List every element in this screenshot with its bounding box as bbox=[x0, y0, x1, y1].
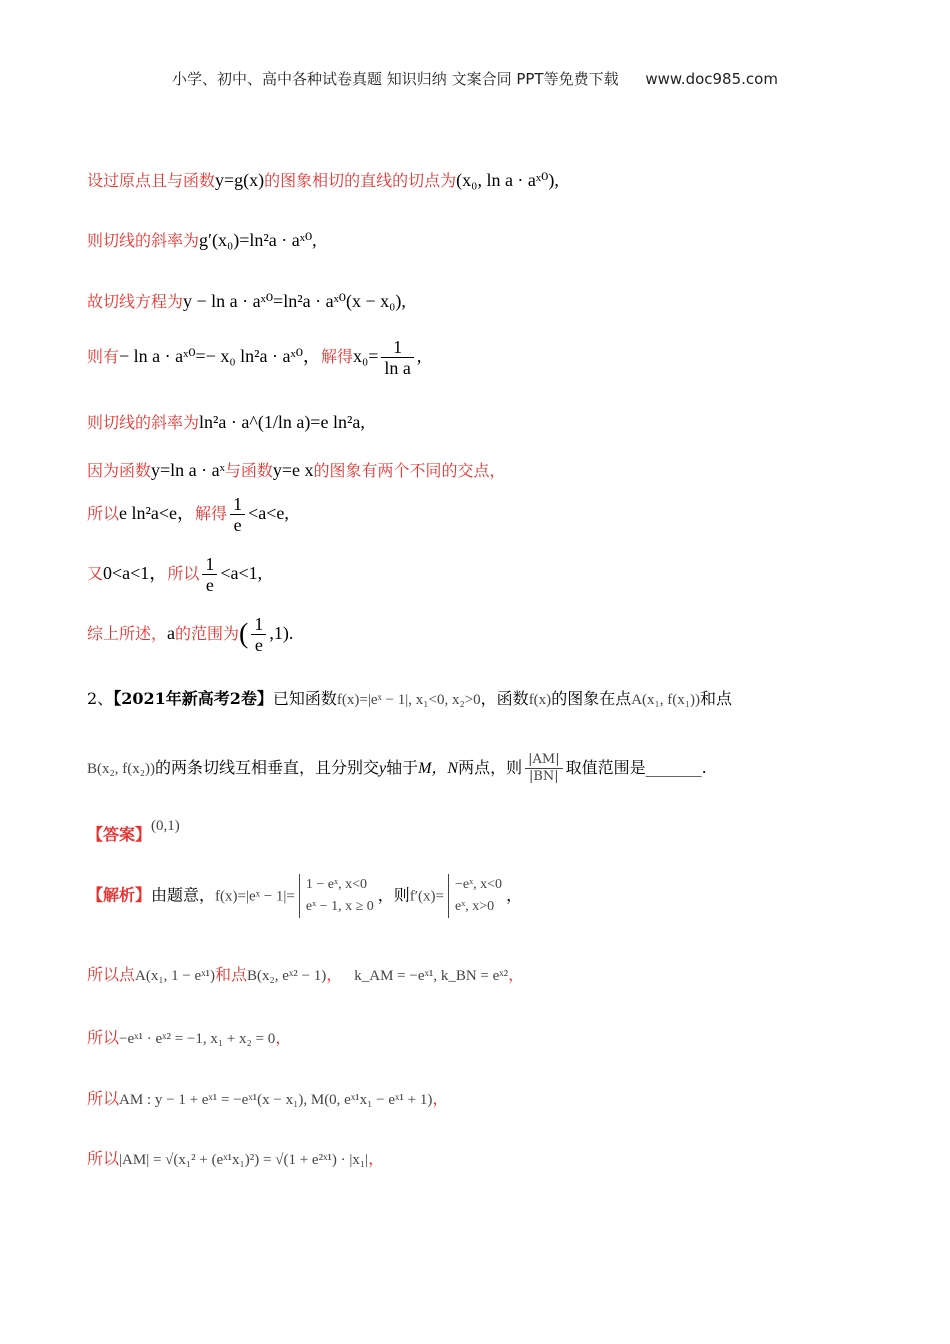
text: 和点 bbox=[215, 965, 248, 984]
math: f(x)=|eˣ − 1|= bbox=[215, 888, 295, 905]
text: 综上所述， bbox=[87, 624, 168, 643]
math: f(x)=|eˣ − 1|, x₁<0, x₂>0 bbox=[336, 692, 481, 708]
math: B(x₂, f(x₂)) bbox=[87, 761, 155, 777]
text: 两点，则 bbox=[458, 758, 523, 777]
math: (x₀, ln a · aˣ⁰), bbox=[456, 170, 559, 190]
fraction: $\frac{1}{e}$ bbox=[230, 494, 245, 535]
text: 则切线的斜率为 bbox=[87, 231, 200, 250]
problem-2-line-2 bbox=[87, 752, 707, 785]
analysis-line-2 bbox=[87, 962, 524, 985]
text: ， bbox=[275, 1028, 292, 1047]
text: 所以 bbox=[87, 1028, 120, 1047]
problem-source: 【2021年新高考2卷】 bbox=[113, 689, 273, 708]
math: f′(x)= bbox=[409, 888, 444, 905]
solution-line-7 bbox=[87, 494, 289, 535]
analysis-line-4 bbox=[87, 1086, 448, 1109]
math: g′(x₀)=ln²a · aˣ⁰, bbox=[199, 230, 317, 250]
fraction: $\frac{1}{e}$ bbox=[251, 614, 266, 655]
analysis-label: 【解析】 bbox=[87, 885, 152, 905]
text: 所以 bbox=[87, 1149, 120, 1168]
text: 的两条切线互相垂直，且分别交 bbox=[154, 758, 379, 777]
fraction: $\frac{1}{e}$ bbox=[202, 554, 217, 595]
solution-line-9 bbox=[87, 614, 293, 655]
text: 则切线的斜率为 bbox=[87, 413, 200, 432]
solution-line-4 bbox=[87, 337, 421, 378]
text: 解得 bbox=[195, 504, 228, 523]
text: 设过原点且与函数 bbox=[87, 171, 216, 190]
math: ,1). bbox=[269, 623, 294, 643]
text: 的范围为 bbox=[175, 624, 240, 643]
math: a bbox=[167, 623, 176, 643]
solution-line-1 bbox=[87, 168, 559, 191]
piecewise-brace: 1 − eˣ, x<0 eˣ − 1, x ≥ 0 bbox=[299, 874, 374, 918]
text: 所以点 bbox=[87, 965, 136, 984]
text: 所以 bbox=[87, 504, 120, 523]
fraction: $\frac{|AM|}{|BN|}$ bbox=[525, 752, 562, 785]
math: y − ln a · aˣ⁰=ln²a · aˣ⁰(x − x₀), bbox=[183, 291, 406, 311]
text: ， bbox=[326, 965, 343, 984]
text: 故切线方程为 bbox=[87, 292, 184, 311]
analysis-line-5 bbox=[87, 1146, 384, 1169]
text: 因为函数 bbox=[87, 461, 152, 480]
text: 所以 bbox=[87, 1089, 120, 1108]
solution-line-3 bbox=[87, 289, 406, 312]
text: 则有 bbox=[87, 347, 120, 366]
math: − ln a · aˣ⁰=− x₀ ln²a · aˣ⁰， bbox=[119, 346, 321, 366]
math: 0<a<1， bbox=[103, 563, 168, 583]
solution-line-2 bbox=[87, 228, 317, 251]
header-text: 小学、初中、高中各种试卷真题 知识归纳 文案合同 PPT等免费下载 bbox=[172, 70, 619, 88]
math: f(x) bbox=[528, 692, 552, 708]
math: e ln²a<e， bbox=[119, 503, 196, 523]
text: 的图象相切的直线的切点为 bbox=[264, 171, 457, 190]
math: k_AM = −eˣ¹, k_BN = eˣ² bbox=[354, 968, 509, 984]
text: 和点 bbox=[699, 689, 732, 708]
text: 的图象有两个不同的交点， bbox=[313, 461, 506, 480]
text: ，则 bbox=[377, 885, 410, 905]
math: |AM| = √(x₁² + (eˣ¹x₁)²) = √(1 + e²ˣ¹) · |x₁| bbox=[119, 1152, 369, 1168]
text: ， bbox=[508, 965, 525, 984]
math: −eˣ¹ · eˣ² = −1, x₁ + x₂ = 0 bbox=[119, 1031, 276, 1047]
math: ln²a · a^(1/ln a)=e ln²a, bbox=[199, 412, 365, 432]
text: 解得 bbox=[320, 347, 353, 366]
math: A(x₁, f(x₁)) bbox=[631, 692, 700, 708]
math: y bbox=[378, 760, 387, 777]
math: M，N bbox=[418, 760, 459, 777]
answer-line bbox=[87, 818, 180, 845]
text: 已知函数 bbox=[272, 689, 337, 708]
solution-line-6 bbox=[87, 458, 506, 481]
text: ， bbox=[506, 885, 523, 905]
text: 所以 bbox=[167, 564, 200, 583]
fraction: $\frac{1}{\text{ln a}}$ bbox=[381, 337, 414, 378]
math: y=ln a · aˣ bbox=[151, 460, 225, 480]
piecewise-brace: −eˣ, x<0 eˣ, x>0 bbox=[448, 874, 502, 918]
text: ， bbox=[368, 1149, 385, 1168]
math: y=g(x) bbox=[215, 170, 265, 190]
analysis-line-1 bbox=[87, 874, 522, 918]
text: 轴于 bbox=[386, 758, 419, 777]
problem-number: 2、 bbox=[87, 689, 114, 708]
text: 由题意， bbox=[151, 885, 216, 905]
text: ，函数 bbox=[480, 689, 529, 708]
math: A(x₁, 1 − eˣ¹) bbox=[135, 968, 216, 984]
math: x₀= bbox=[352, 346, 379, 366]
math: AM : y − 1 + eˣ¹ = −eˣ¹(x − x₁), M(0, eˣ¹x₁ − eˣ¹ + 1) bbox=[119, 1092, 433, 1108]
math: ( bbox=[239, 618, 249, 650]
math: <a<1, bbox=[220, 563, 263, 583]
text: ， bbox=[432, 1089, 449, 1108]
header-url[interactable]: www.doc985.com bbox=[645, 70, 778, 88]
page-header bbox=[0, 68, 950, 89]
math: B(x₂, eˣ² − 1) bbox=[247, 968, 327, 984]
analysis-line-3 bbox=[87, 1025, 291, 1048]
math: y=e x bbox=[272, 460, 314, 480]
text: 取值范围是_______. bbox=[565, 758, 707, 777]
text: 的图象在点 bbox=[551, 689, 632, 708]
text: 与函数 bbox=[224, 461, 273, 480]
solution-line-5 bbox=[87, 410, 365, 433]
answer-label: 【答案】 bbox=[87, 825, 152, 844]
answer-value: (0,1) bbox=[151, 818, 180, 834]
solution-line-8 bbox=[87, 554, 262, 595]
problem-2-line-1 bbox=[87, 686, 732, 709]
math: <a<e, bbox=[248, 503, 289, 523]
text: 又 bbox=[87, 564, 104, 583]
math: , bbox=[416, 346, 422, 366]
